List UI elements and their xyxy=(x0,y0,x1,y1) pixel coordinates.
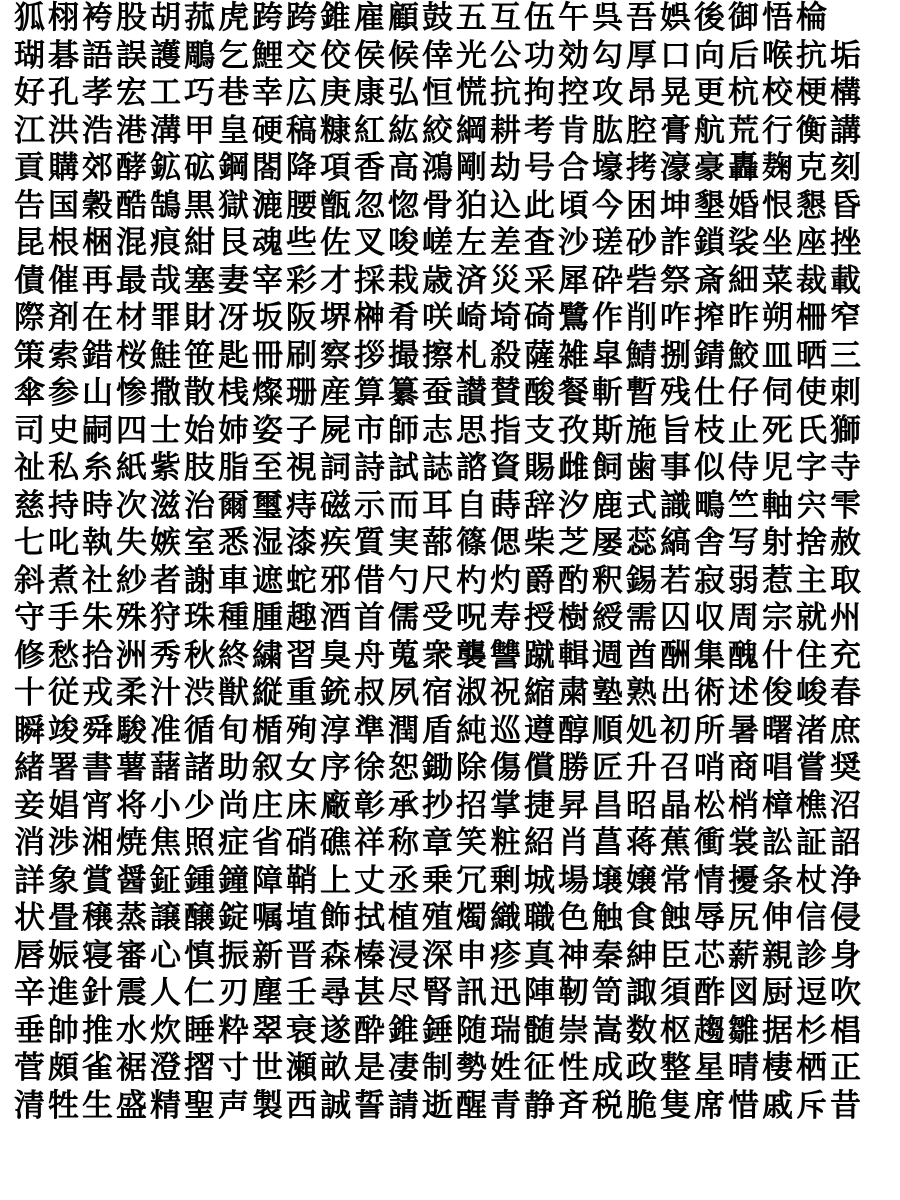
character-row: 守手朱殊狩珠種腫趣酒首儒受呪寿授樹綬需囚収周宗就州 xyxy=(14,600,864,636)
character-row: 狐栩袴股胡菰虎跨跨錐雇顧鼓五互伍午呉吾娯後御悟棆 xyxy=(14,0,830,36)
character-row: 菅頗雀裾澄摺寸世瀬畝是凄制勢姓征性成政整星晴棲栖正 xyxy=(14,1050,864,1086)
character-row: 際剤在材罪財冴坂阪堺榊肴咲崎埼碕鷺作削咋搾昨朔柵窄 xyxy=(14,300,864,336)
character-row: 辛進針震人仁刃塵壬尋甚尽腎訊迅陣靭笥諏須酢図厨逗吹 xyxy=(14,975,864,1011)
character-row: 七叱執失嫉室悉湿漆疾質実蔀篠偲柴芝屡蕊縞舎写射捨赦 xyxy=(14,525,864,561)
character-sheet xyxy=(14,0,886,1200)
character-row: 十従戎柔汁渋獣縦重銃叔夙宿淑祝縮粛塾熟出術述俊峻春 xyxy=(14,675,864,711)
character-row: 債催再最哉塞妻宰彩才採栽歳済災采犀砕砦祭斎細菜裁載 xyxy=(14,262,864,299)
character-row: 瞬竣舜駿准循旬楯殉淳準潤盾純巡遵醇順処初所暑曙渚庶 xyxy=(14,712,864,749)
character-row: 昆根梱混痕紺艮魂些佐叉唆嵯左差査沙瑳砂詐鎖裟坐座挫 xyxy=(14,225,864,261)
character-row: 緒署書薯藷諸助叙女序徐恕鋤除傷償勝匠升召哨商唱嘗奨 xyxy=(14,750,864,786)
character-row: 状畳穣蒸譲醸錠嘱埴飾拭植殖燭織職色触食蝕辱尻伸信侵 xyxy=(14,900,864,936)
character-row: 斜煮社紗者謝車遮蛇邪借勺尺杓灼爵酌釈錫若寂弱惹主取 xyxy=(14,562,864,599)
character-row: 垂帥推水炊睡粋翠衰遂酔錐錘随瑞髄崇嵩数枢趨雛据杉椙 xyxy=(14,1012,864,1049)
character-row: 瑚碁語誤護鵰乞鯉交佼侯候倖光公功効勾厚口向后喉抗垢 xyxy=(14,37,864,74)
character-row: 慈持時次滋治爾璽痔磁示而耳自蒔辞汐鹿式識鴫竺軸宍雫 xyxy=(14,487,864,524)
character-row: 江洪浩港溝甲皇硬稿糠紅紘絞綱耕考肯肱腔膏航荒行衡講 xyxy=(14,112,864,149)
character-row: 妾娼宵将小少尚庄床廠彰承抄招掌捷昇昌昭晶松梢樟樵沼 xyxy=(14,787,864,824)
character-row: 祉私糸紙紫肢脂至視詞詩試誌諮資賜雌飼歯事似侍児字寺 xyxy=(14,450,864,486)
character-row: 司史嗣四士始姉姿子屍市師志思指支孜斯施旨枝止死氏獅 xyxy=(14,412,864,449)
character-row: 告国穀酷鵠黒獄漉腰甑忽惚骨狛込此頃今困坤墾婚恨懇昏 xyxy=(14,187,864,224)
character-row: 好孔孝宏工巧巷幸広庚康弘恒慌抗拘控攻昂晃更杭校梗構 xyxy=(14,75,864,111)
character-row: 貢購郊酵鉱砿鋼閤降項香高鴻剛劫号合壕拷濠豪轟麹克刻 xyxy=(14,150,864,186)
character-row: 清牲生盛精聖声製西誠誓請逝醒青静斉税脆隻席惜戚斥昔 xyxy=(14,1087,864,1124)
character-row: 策索錯桜鮭笹匙冊刷察拶撮擦札殺薩雑皐鯖捌錆鮫皿晒三 xyxy=(14,337,864,374)
character-row: 修愁拾洲秀秋終繍習臭舟蒐衆襲讐蹴輯週酋酬集醜什住充 xyxy=(14,637,864,674)
character-row: 詳象賞醤鉦鍾鐘障鞘上丈丞乗冗剰城場壌嬢常情擾条杖浄 xyxy=(14,862,864,899)
character-row: 傘参山惨撒散桟燦珊産算纂蚕讃賛酸餐斬暫残仕仔伺使刺 xyxy=(14,375,864,411)
character-row: 唇娠寝審心慎振新晋森榛浸深申疹真神秦紳臣芯薪親診身 xyxy=(14,937,864,974)
character-row: 消渉湘焼焦照症省硝礁祥称章笑粧紹肖菖蒋蕉衝裳訟証詔 xyxy=(14,825,864,861)
